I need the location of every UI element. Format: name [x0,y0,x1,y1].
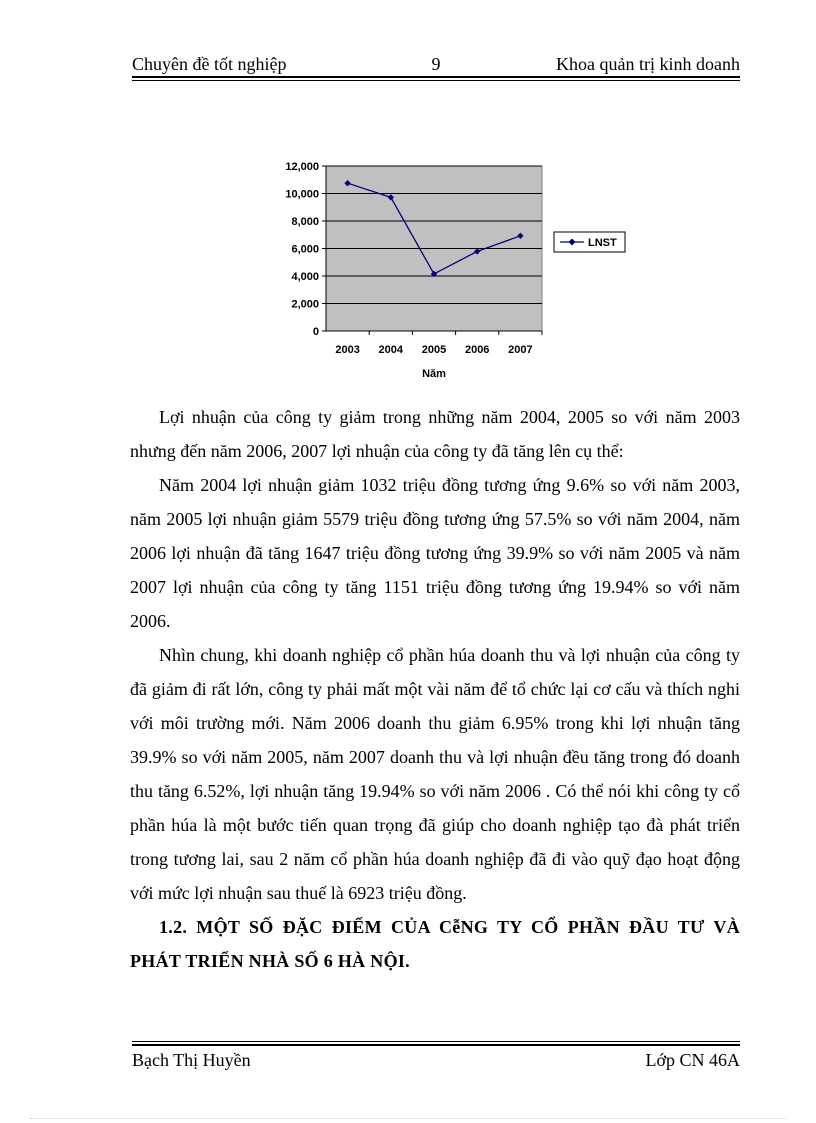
y-tick-label: 6,000 [291,243,319,256]
footer-author: Bạch Thị Huyền [132,1050,251,1070]
x-tick-label: 2005 [421,344,447,356]
section-heading: 1.2. MỘT SỐ ĐẶC ĐIỂM CỦA CễNG TY CỔ PHẦN ĐẦU TƯ VÀ PHÁT TRIỂN NHÀ SỐ 6 HÀ NỘI. [130,917,740,971]
y-axis-ticks [285,161,326,338]
y-tick-label: 12,000 [285,161,319,173]
header-rule-thick [132,76,740,78]
x-axis-label: Năm [422,368,446,380]
footer-rule-thin [132,1041,740,1042]
body-text [130,400,740,978]
page-bottom-edge [30,1118,786,1119]
header-rule-thin [132,80,740,81]
paragraph-2: Năm 2004 lợi nhuận giảm 1032 triệu đồng tương ứng 9.6% so với năm 2003, năm 2005 lợi nhuận giảm 5579 triệu đồng tương ứng 57.5% so với năm 2004, năm 2006 lợi nhuận đã tăng 1647 triệu đồng tương ứng 39.9% so với năm 2005 và năm 2007 lợi nhuận của công ty tăng 1151 triệu đồng tương ứng 19.94% so với năm 2006. [130,475,740,631]
x-tick-label: 2003 [335,344,360,356]
y-tick-label: 0 [312,326,319,338]
paragraph-3: Nhìn chung, khi doanh nghiệp cổ phần húa doanh thu và lợi nhuận của công ty đã giảm đi rất lớn, công ty phải mất một vài năm để tổ chức lại cơ cấu và thích nghi với môi trường mới. Năm 2006 doanh thu giảm 6.95% trong khi lợi nhuận tăng 39.9% so với năm 2005, năm 2007 doanh thu và lợi nhuận đều tăng trong đó doanh thu tăng 6.52%, lợi nhuận tăng 19.94% so với năm 2006 . Có thể nói khi công ty cổ phần húa là một bước tiến quan trọng đã giúp cho doanh nghiệp tạo đà phát triển trong tương lai, sau 2 năm cổ phần húa doanh nghiệp đã đi vào quỹ đạo hoạt động với mức lợi nhuận sau thuế là 6923 triệu đồng. [130,645,740,903]
footer-class: Lớp CN 46A [645,1050,740,1070]
chart-legend [554,232,625,252]
x-tick-label: 2007 [508,344,533,356]
y-tick-label: 4,000 [291,271,319,283]
header-faculty: Khoa quản trị kinh doanh [556,54,740,74]
legend-label-lnst: LNST [588,237,617,249]
profit-chart [262,152,642,382]
x-axis-ticks [335,331,542,356]
x-tick-label: 2006 [464,344,490,356]
chart-svg [262,152,642,382]
page-header [132,50,740,76]
page-footer [132,1050,740,1076]
x-tick-label: 2004 [378,344,404,356]
footer-rule-thick [132,1044,740,1046]
header-page-number: 9 [431,54,441,74]
header-thesis-title: Chuyên đề tốt nghiệp [132,54,287,74]
paragraph-1: Lợi nhuận của công ty giảm trong những năm 2004, 2005 so với năm 2003 nhưng đến năm 2006, 2007 lợi nhuận của công ty đã tăng lên cụ thể: [130,407,740,461]
y-tick-label: 10,000 [285,188,319,201]
y-tick-label: 8,000 [291,216,319,228]
y-tick-label: 2,000 [291,298,319,311]
